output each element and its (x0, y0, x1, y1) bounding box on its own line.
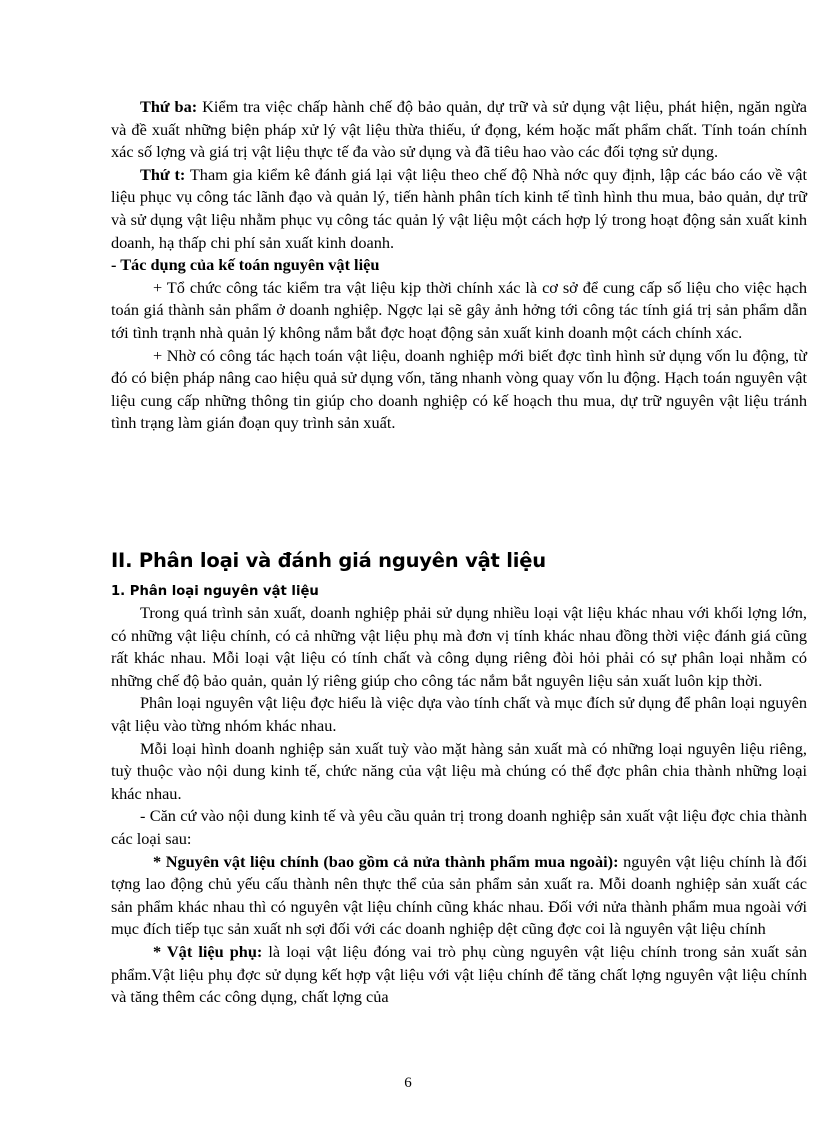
text-nvl-chinh: nguyên vật liệu chính là đối tợng lao động chủ yếu cấu thành nên thực thể của sản phẩm sản xuất ra. Mỗi doanh nghiệp sản xuất các sản phẩm khác nhau thì có nguyên vật liệu chính cũng khác nhau. Đối với nửa thành phẩm mua ngoài với mục đích tiếp tục sản xuất nh sợi đối với các doanh nghiệp dệt cũng đợc coi là nguyên vật liệu chính (111, 851, 807, 939)
paragraph-thu-ba (111, 96, 807, 164)
label-thu-tu: Thứ t: (140, 164, 186, 184)
paragraph-plus-2: + Nhờ có công tác hạch toán vật liệu, doanh nghiệp mới biết đợc tình hình sử dụng vốn lu động, từ đó có biện pháp nâng cao hiệu quả sử dụng vốn, tăng nhanh vòng quay vốn lu động. Hạch toán nguyên vật liệu cung cấp những thông tin giúp cho doanh nghiệp có kế hoạch thu mua, dự trữ nguyên vật liệu tránh tình trạng làm gián đoạn quy trình sản xuất. (111, 345, 807, 433)
paragraph-2: Phân loại nguyên vật liệu đợc hiểu là việc dựa vào tính chất và mục đích sử dụng để phân loại nguyên vật liệu vào từng nhóm khác nhau. (111, 693, 807, 735)
paragraph-vl-phu (111, 941, 807, 1009)
label-nvl-chinh: * Nguyên vật liệu chính (bao gồm cả nửa thành phẩm mua ngoài): (153, 851, 619, 871)
text-vl-phu: là loại vật liệu đóng vai trò phụ cùng nguyên vật liệu chính trong sản xuất sản phẩm.Vật liệu phụ đợc sử dụng kết hợp vật liệu với vật liệu chính để tăng chất lợng nguyên vật liệu chính và tăng thêm các công dụng, chất lợng của (111, 941, 807, 1007)
label-vl-phu: * Vật liệu phụ: (153, 941, 263, 961)
paragraph-3: Mỗi loại hình doanh nghiệp sản xuất tuỳ vào mặt hàng sản xuất mà có những loại nguyên liệu riêng, tuỳ thuộc vào nội dung kinh tế, chức năng của vật liệu mà chúng có thể đợc phân chia thành những loại khác nhau. (111, 738, 807, 803)
section-heading: II. Phân loại và đánh giá nguyên vật liệu (111, 549, 546, 572)
paragraph-thu-tu (111, 164, 807, 254)
paragraph-4: - Căn cứ vào nội dung kinh tế và yêu cầu quản trị trong doanh nghiệp sản xuất vật liệu đợc chia thành các loại sau: (111, 806, 807, 848)
page-number: 6 (404, 1075, 412, 1091)
label-thu-ba: Thứ ba: (140, 97, 198, 116)
sub-heading: 1. Phân loại nguyên vật liệu (111, 584, 319, 599)
heading-tac-dung: - Tác dụng của kế toán nguyên vật liệu (111, 255, 380, 275)
body-top (111, 96, 807, 435)
paragraph-1: Trong quá trình sản xuất, doanh nghiệp phải sử dụng nhiều loại vật liệu khác nhau với khối lợng lớn, có những vật liệu chính, có cả những vật liệu phụ mà đơn vị tính khác nhau đồng thời việc đánh giá cũng rất khác nhau. Mỗi loại vật liệu có tính chất và công dụng riêng đòi hỏi phải có sự phân loại nhằm có những chế độ bảo quản, quản lý riêng giúp cho công tác nắm bắt nguyên liệu sản xuất luôn kịp thời. (111, 603, 807, 690)
text-thu-tu: Tham gia kiểm kê đánh giá lại vật liệu theo chế độ Nhà nớc quy định, lập các báo cáo về vật liệu phục vụ công tác lãnh đạo và quản lý, tiến hành phân tích kinh tế tình hình thu mua, bảo quản, dự trữ và sử dụng vật liệu nhằm phục vụ công tác quản lý vật liệu một cách hợp lý trong hoạt động sản xuất kinh doanh, hạ thấp chi phí sản xuất kinh doanh. (111, 164, 808, 252)
section-ii (111, 548, 807, 574)
text-thu-ba: Kiểm tra việc chấp hành chế độ bảo quản, dự trữ và sử dụng vật liệu, phát hiện, ngăn ngừa và đề xuất những biện pháp xử lý vật liệu thừa thiếu, ứ đọng, kém hoặc mất phẩm chất. Tính toán chính xác số lợng và giá trị vật liệu thực tế đa vào sử dụng và đã tiêu hao vào các đối tợng sử dụng. (111, 97, 807, 162)
section-ii-body (111, 582, 807, 1009)
paragraph-plus-1: + Tổ chức công tác kiểm tra vật liệu kịp thời chính xác là cơ sở để cung cấp số liệu cho việc hạch toán giá thành sản phẩm ở doanh nghiệp. Ngợc lại sẽ gây ảnh hởng tới công tác tính giá trị sản phẩm dẫn tới tình trạnh nhà quản lý không nắm bắt đợc hoạt động sản xuất kinh doanh một cách chính xác. (111, 277, 807, 342)
paragraph-nvl-chinh (111, 851, 807, 941)
